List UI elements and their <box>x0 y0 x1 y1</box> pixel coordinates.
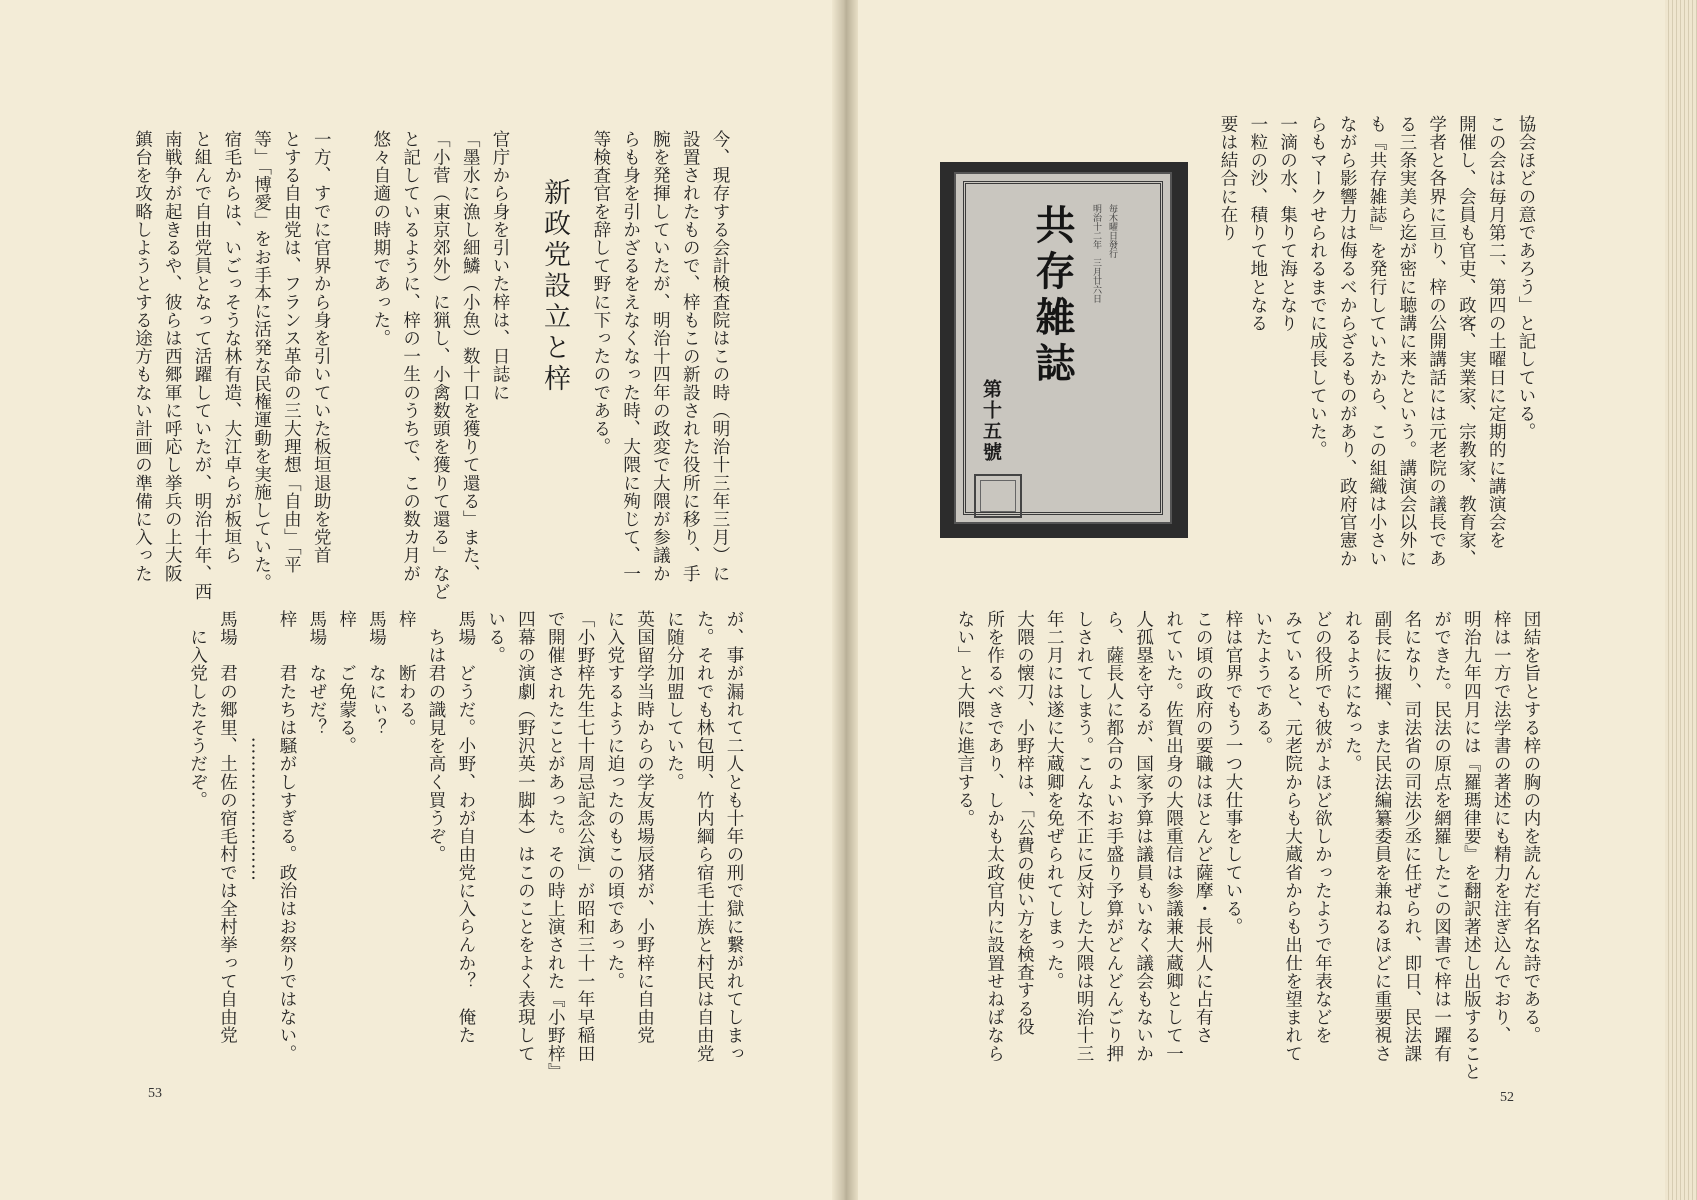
text-line: 学者と各界に亘り、梓の公開講話には元老院の議長であ <box>1426 115 1447 568</box>
cover-issue-number: 第十五號 <box>980 379 1002 463</box>
text-line: 宿毛からは、いごっそうな林有造、大江卓らが板垣ら <box>221 130 242 565</box>
book-gutter <box>832 0 858 1200</box>
text-line: 今、現存する会計検査院はこの時（明治十三年三月）に <box>710 130 730 583</box>
text-line: ながら影響力は侮るべからざるものがあり、政府官憲か <box>1337 115 1358 568</box>
text-line: と記しているように、梓の一生のうちで、この数カ月が <box>400 130 421 583</box>
text-line: と組んで自由党員となって活躍していたが、明治十年、西 <box>192 130 213 601</box>
text-line: 年二月には遂に大蔵卿を免ぜられてしまった。 <box>1044 610 1065 991</box>
left-section-body <box>122 130 514 601</box>
page-edges <box>1665 0 1697 1200</box>
text-line: 四幕の演劇（野沢英一脚本）はこのことをよく表現して <box>515 610 536 1063</box>
text-line: 官庁から身を引いた梓は、日誌に <box>490 130 510 402</box>
text-line: 一方、すでに官界から身を引いていた板垣退助を党首 <box>311 130 332 565</box>
text-line: 馬場 なにぃ？ <box>366 610 387 737</box>
text-line: 英国留学当時からの学友馬場辰猪が、小野梓に自由党 <box>634 610 655 1045</box>
text-line: る三条実美ら迄が密に聴講に来たという。講演会以外に <box>1396 115 1417 568</box>
text-line: とする自由党は、フランス革命の三大理想「自由」「平 <box>281 130 302 574</box>
text-line: どの役所でも彼がよほど欲しかったようで年表などを <box>1312 610 1333 1045</box>
text-line: 等検査官を辞して野に下ったのである。 <box>590 130 611 456</box>
text-line: れていた。佐賀出身の大隈重信は参議兼大蔵卿として一 <box>1163 610 1184 1063</box>
text-line: も『共存雑誌』を発行していたから、この組織は小さい <box>1367 115 1388 568</box>
text-line: 一粒の沙、積りて地となる <box>1247 115 1268 333</box>
text-line: に随分加盟していた。 <box>664 610 685 791</box>
text-line: いる。 <box>485 610 506 665</box>
text-line: 所を作るべきであり、しかも太政官内に設置せねばなら <box>984 610 1005 1063</box>
text-line: 協会ほどの意であろう」と記している。 <box>1516 115 1536 441</box>
text-line: しされてしまう。こんな不正に反対した大隈は明治十三 <box>1074 610 1095 1063</box>
page-number-right: 52 <box>1500 1090 1514 1105</box>
cover-date-line: 明治十二年 三月廿六日 <box>1091 204 1101 303</box>
text-line: 梓は一方で法学書の著述にも精力を注ぎ込んでおり、 <box>1491 610 1512 1045</box>
text-line: 明治九年四月には『羅瑪律要』を翻訳著述し出版すること <box>1461 610 1482 1081</box>
text-line: 馬場 なぜだ？ <box>306 610 327 737</box>
text-line: ができた。民法の原点を網羅したこの図書で梓は一躍有 <box>1431 610 1452 1063</box>
text-line: 南戦争が起きるや、彼らは西郷軍に呼応し挙兵の上大阪 <box>162 130 183 583</box>
text-line: この会は毎月第二、第四の土曜日に定期的に講演会を <box>1486 115 1507 550</box>
magazine-cover <box>954 172 1172 524</box>
text-line: 大隈の懐刀、小野梓は、「公費の使い方を検査する役 <box>1014 610 1035 1036</box>
text-line: ない」と大隈に進言する。 <box>954 610 975 828</box>
text-line: に入党するように迫ったのもこの頃であった。 <box>604 610 625 991</box>
text-line: 馬場 君の郷里、土佐の宿毛村では全村挙って自由党 <box>217 610 238 1045</box>
text-line: ちは君の識見を高く買うぞ。 <box>426 610 447 864</box>
text-line: れるようになった。 <box>1342 610 1363 773</box>
text-line <box>335 130 365 570</box>
right-bottom-body <box>935 610 1545 1081</box>
cover-title: 共存雑誌 <box>1029 204 1076 388</box>
text-line: 名になり、司法省の司法少丞に任ぜられ、即日、民法課 <box>1401 610 1422 1063</box>
text-line: で開催されたことがあった。その時上演された『小野梓』 <box>545 610 566 1081</box>
magazine-cover-photo <box>940 162 1188 538</box>
text-line: 梓 ご免蒙る。 <box>336 610 357 755</box>
text-line: 梓 君たちは騒がしすぎる。政治はお祭りではない。 <box>277 610 298 1063</box>
text-line: 設置されたもので、梓もこの新設された役所に移り、手 <box>680 130 701 583</box>
text-line: 団結を旨とする梓の胸の内を読んだ有名な詩である。 <box>1521 610 1541 1045</box>
text-line: ら、薩長人に都合のよいお手盛り予算がどんどんごり押 <box>1103 610 1124 1063</box>
text-line: みていると、元老院からも大蔵省からも出仕を望まれて <box>1282 610 1303 1063</box>
text-line: 等」「博愛」をお手本に活発な民権運動を実施していた。 <box>251 130 272 592</box>
text-line: 腕を発揮していたが、明治十四年の政変で大隈が参議か <box>650 130 671 583</box>
cover-stamp <box>974 474 1022 518</box>
text-line: 開催し、会員も官吏、政客、実業家、宗教家、教育家、 <box>1456 115 1477 568</box>
section-heading: 新政党設立と梓 <box>539 178 570 395</box>
text-line: 梓 断わる。 <box>396 610 417 737</box>
text-line: 「小菅（東京郊外）に猟し、小禽数頭を獲りて還る」など <box>430 130 451 601</box>
text-line: た。それでも林包明、竹内綱ら宿毛士族と村民は自由党 <box>694 610 715 1063</box>
text-line: …………………… <box>247 610 268 882</box>
text-line: に入党したそうだぞ。 <box>187 610 208 810</box>
text-line: 馬場 どうだ。小野、わが自由党に入らんか？ 俺た <box>455 610 476 1045</box>
page-number-left: 53 <box>148 1086 162 1101</box>
text-line: 人孤塁を守るが、国家予算は議員もいなく議会もないか <box>1133 610 1154 1063</box>
text-line: 悠々自適の時期であった。 <box>370 130 391 348</box>
left-bottom-body <box>178 610 748 1081</box>
text-line: 梓は官界でもう一つ大仕事をしている。 <box>1223 610 1244 936</box>
text-line: いたようである。 <box>1252 610 1273 755</box>
text-line: 「墨水に漁し細鱗（小魚）数十口を獲りて還る」また、 <box>460 130 481 583</box>
text-line: らもマークせられるまでに成長していた。 <box>1307 115 1328 459</box>
text-line: 鎮台を攻略しようとする途方もない計画の準備に入った <box>132 130 153 583</box>
text-line: 副長に抜擢、また民法編纂委員を兼ねるほどに重要視さ <box>1372 610 1393 1063</box>
left-top-paragraph <box>582 130 734 583</box>
text-line: 要は結合に在り <box>1218 115 1239 242</box>
text-line: らも身を引かざるをえなくなった時、大隈に殉じて、一 <box>620 130 641 583</box>
text-line: この頃の政府の要職はほとんど薩摩・長州人に占有さ <box>1193 610 1214 1045</box>
right-top-paragraph <box>1210 115 1540 568</box>
text-line: が、事が漏れて二人とも十年の刑で獄に繋がれてしまっ <box>724 610 744 1063</box>
text-line: 一滴の水、集りて海となり <box>1277 115 1298 333</box>
text-line: 「小野梓先生七十周忌記念公演」が昭和三十一年早稲田 <box>575 610 596 1063</box>
cover-publish-frequency: 毎木曜日發行 <box>1107 204 1117 258</box>
